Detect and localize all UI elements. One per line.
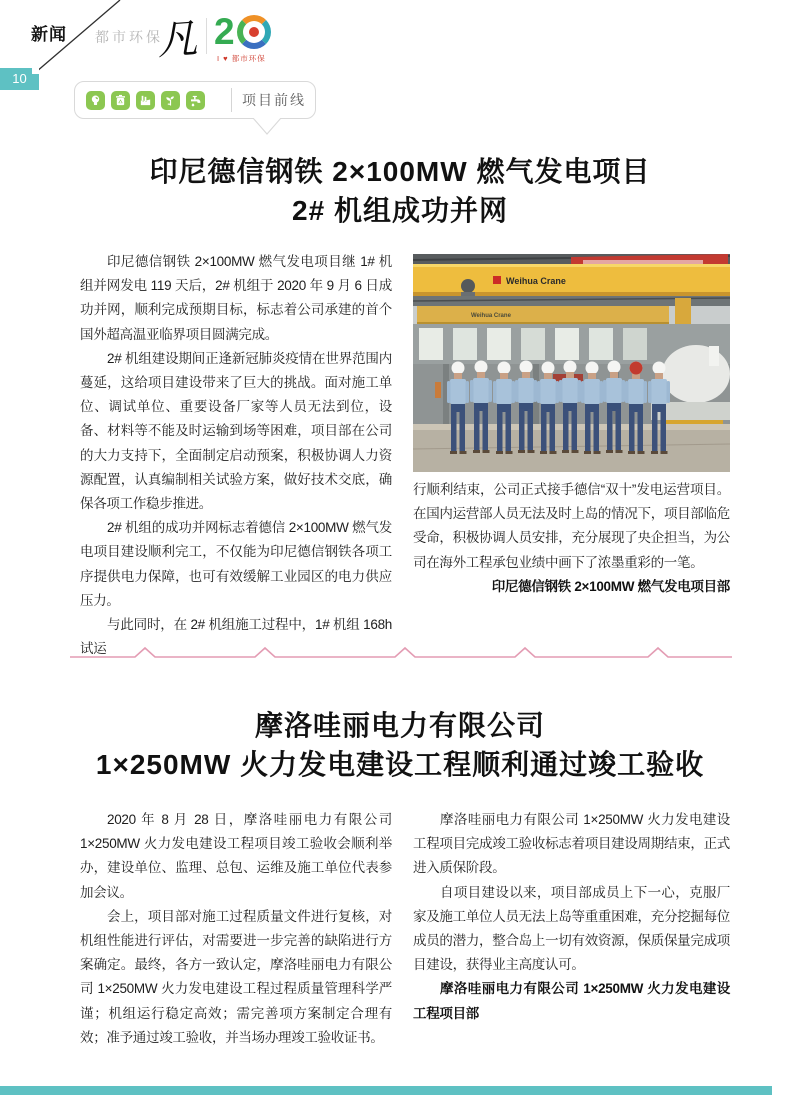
category-label: 新闻 bbox=[31, 25, 67, 44]
crane-brand-text-small: Weihua Crane bbox=[471, 313, 511, 319]
article1-title bbox=[0, 152, 800, 230]
brand-calligraphy-mark: 凡 bbox=[155, 15, 199, 65]
badge-divider bbox=[231, 88, 232, 112]
paragraph: 与此同时，在 2# 机组施工过程中，1# 机组 168h 试运 bbox=[80, 617, 392, 657]
article2-title-line1: 摩洛哇丽电力有限公司 bbox=[254, 710, 545, 741]
page-number-notch bbox=[32, 67, 39, 74]
paragraph: 印尼德信钢铁 2×100MW 燃气发电项目继 1# 机组并网发电 119 天后，2# 机组于 2020 年 9 月 6 日成功并网，顺利完成预期目标，标志着公司承建的首个国外超高温亚临界项目圆满完成。 bbox=[80, 254, 392, 342]
article1-left-column bbox=[80, 250, 392, 661]
page-number-box: 10 bbox=[0, 68, 39, 90]
paragraph: 2# 机组的成功并网标志着德信 2×100MW 燃气发电项目建设顺利完工，不仅能为印尼德信钢铁各项工序提供电力保障，也可有效缓解工业园区的电力供应压力。 bbox=[80, 520, 392, 608]
article2-title-line2: 1×250MW 火力发电建设工程顺利通过竣工验收 bbox=[95, 749, 705, 780]
article1-title-line2: 2# 机组成功并网 bbox=[292, 195, 508, 226]
article2-left-column bbox=[80, 808, 392, 1050]
article2-title bbox=[0, 706, 800, 784]
paragraph: 摩洛哇丽电力有限公司 1×250MW 火力发电建设工程项目完成竣工验收标志着项目建设周期结束，正式进入质保阶段。 bbox=[413, 812, 730, 876]
masthead-divider bbox=[206, 18, 207, 54]
faucet-icon bbox=[186, 91, 205, 110]
paragraph: 自项目建设以来，项目部成员上下一心，克服厂家及施工单位人员无法上岛等重重困难，充分挖掘每位成员的潜力，整合岛上一切有效资源，保质保量完成项目建设，获得业主高度认可。 bbox=[413, 884, 730, 973]
badge-tail bbox=[252, 118, 284, 136]
article1-right-column bbox=[413, 478, 730, 599]
paragraph: 会上，项目部对施工过程质量文件进行复核，对机组性能进行评估，对需要进一步完善的缺陷进行方案确定。最终，各方一致认定，摩洛哇丽电力有限公司 1×250MW 火力发电建设工程过程质量管理科学严谨；机组运行稳定高效；需完善项方案制定合理有效；准予通过竣工验收，并当场办理竣工验收证书。 bbox=[80, 908, 392, 1045]
project-team-photo bbox=[413, 254, 730, 472]
footer-accent-bar bbox=[0, 1086, 772, 1095]
paragraph: 行顺利结束，公司正式接手德信“双十”发电运营项目。在国内运营部人员无法及时上岛的情况下，项目部临危受命，积极协调人员安排，充分展现了央企担当，为公司在海外工程承包业绩中画下了浓墨重彩的一笔。 bbox=[413, 482, 730, 570]
section-label: 项目前线 bbox=[242, 92, 306, 108]
anniversary-tagline: I ♥ 都市环保 bbox=[217, 54, 266, 63]
paragraph: 2# 机组建设期间正逢新冠肺炎疫情在世界范围内蔓延，这给项目建设带来了巨大的挑战。面对施工单位、调试单位、重要设备厂家等人员无法到位，设备、材料等不能及时运输到场等困难，项目部在公司的大力支持下，全面制定启动预案，积极协调人力资源配置，认真编制相关试验方案，做好技术交底，确保各项工作稳步推进。 bbox=[80, 350, 392, 512]
recycle-bin-icon bbox=[111, 91, 130, 110]
anniversary-logo bbox=[214, 12, 271, 52]
paragraph: 2020 年 8 月 28 日，摩洛哇丽电力有限公司 1×250MW 火力发电建设工程项目竣工验收会顺利举办，建设单位、监理、总包、运维及施工单位代表参加会议。 bbox=[80, 812, 392, 900]
eco-bulb-icon bbox=[86, 91, 105, 110]
article2-right-column bbox=[413, 808, 730, 1026]
anniversary-zero-icon bbox=[237, 15, 271, 49]
brand-name: 都市环保 bbox=[95, 29, 163, 45]
sprout-icon bbox=[161, 91, 180, 110]
anniversary-two: 2 bbox=[214, 11, 235, 52]
anniversary-dot-icon bbox=[249, 27, 259, 37]
article2-signature: 摩洛哇丽电力有限公司 1×250MW 火力发电建设工程项目部 bbox=[413, 981, 730, 1021]
article1-signature: 印尼德信钢铁 2×100MW 燃气发电项目部 bbox=[491, 578, 730, 594]
crane-brand-text: Weihua Crane bbox=[506, 276, 566, 286]
pulse-divider bbox=[66, 646, 736, 664]
factory-icon bbox=[136, 91, 155, 110]
section-badge bbox=[74, 81, 316, 119]
article1-title-line1: 印尼德信钢铁 2×100MW 燃气发电项目 bbox=[149, 156, 651, 187]
